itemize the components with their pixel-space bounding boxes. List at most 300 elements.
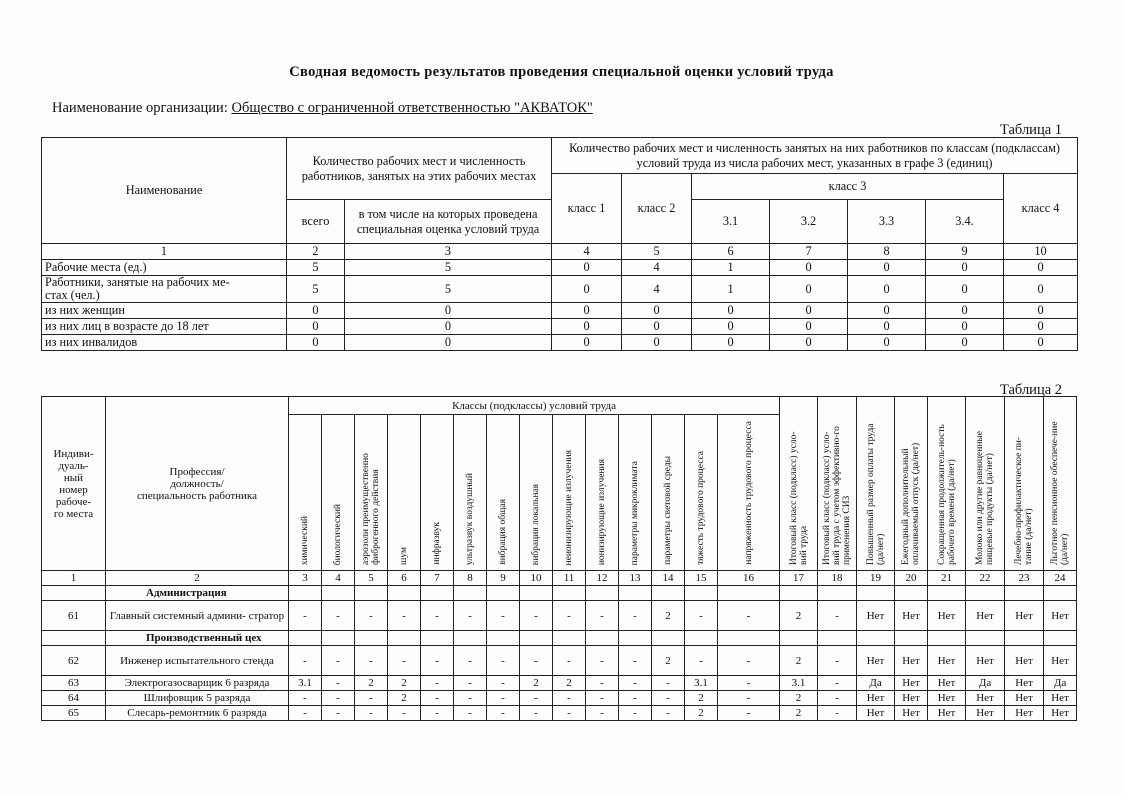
t2-row (42, 601, 1077, 631)
t2-section-blank (818, 586, 857, 601)
t2-col-number: 4 (322, 571, 355, 586)
t1-cell: 4 (622, 276, 692, 303)
t1-cell: 0 (770, 319, 848, 335)
t2-col-number: 20 (895, 571, 928, 586)
t2-section-blank (42, 586, 106, 601)
t1-cell: 0 (848, 303, 926, 319)
t2-head-final-class: Итоговый класс (подкласс) усло-вий труда (788, 431, 809, 565)
t2-cell: - (487, 601, 520, 631)
t2-cell: - (520, 691, 553, 706)
t2-head-extra-17 (780, 397, 818, 571)
t2-workplace-id: 64 (42, 691, 106, 706)
t2-cell: 2 (520, 676, 553, 691)
t2-col-number: 13 (619, 571, 652, 586)
workplace-table (41, 396, 1077, 721)
t2-cell: Да (966, 676, 1005, 691)
t2-cell: 2 (685, 706, 718, 721)
t2-factor-label: параметры микроклимата (630, 460, 640, 565)
t1-cell: 0 (770, 276, 848, 303)
t2-section-blank (289, 586, 322, 601)
t2-col-number: 5 (355, 571, 388, 586)
t2-cell: Нет (1044, 601, 1077, 631)
t2-factor-header (652, 415, 685, 571)
t2-head-extra-20 (895, 397, 928, 571)
t1-cell: 0 (1004, 335, 1078, 351)
t1-cell: 0 (552, 260, 622, 276)
t2-row (42, 691, 1077, 706)
t2-cell: - (520, 646, 553, 676)
t1-col-number: 2 (287, 244, 345, 260)
t1-cell: 5 (287, 276, 345, 303)
t2-factor-header (685, 415, 718, 571)
t1-cell: 0 (552, 303, 622, 319)
t2-cell: - (322, 691, 355, 706)
t2-head-leave: Ежегодный дополнительный оплачиваемый отпуск (да/нет) (901, 442, 922, 565)
t2-cell: Нет (895, 691, 928, 706)
t2-col-number: 23 (1005, 571, 1044, 586)
t2-workplace-id: 65 (42, 706, 106, 721)
t2-cell: Нет (857, 646, 895, 676)
t2-col-number: 15 (685, 571, 718, 586)
t1-col-number: 6 (692, 244, 770, 260)
t2-cell: - (421, 646, 454, 676)
t1-cell: 0 (287, 335, 345, 351)
t1-cell: 0 (345, 335, 552, 351)
t2-profession: Слесарь-ремонтник 6 разряда (106, 706, 289, 721)
t2-cell: - (718, 706, 780, 721)
t1-head-total: всего (287, 200, 345, 244)
t2-cell: - (818, 691, 857, 706)
t2-cell: - (487, 691, 520, 706)
t1-col-number: 4 (552, 244, 622, 260)
t2-section-blank (487, 631, 520, 646)
t1-row-label: из них женщин (42, 303, 287, 319)
t1-cell: 0 (770, 335, 848, 351)
t2-section-blank (652, 586, 685, 601)
t2-cell: - (322, 601, 355, 631)
t2-cell: - (421, 676, 454, 691)
t2-section-blank (421, 631, 454, 646)
t2-factor-label: вибрация общая (498, 499, 508, 565)
t1-cell: 0 (848, 276, 926, 303)
t2-cell: - (322, 646, 355, 676)
t2-head-extra-23 (1005, 397, 1044, 571)
t2-section-blank (780, 586, 818, 601)
t2-cell: - (520, 706, 553, 721)
t1-cell: 0 (926, 319, 1004, 335)
t2-cell: - (454, 676, 487, 691)
t2-workplace-id: 63 (42, 676, 106, 691)
t2-cell: Нет (1005, 601, 1044, 631)
t2-cell: - (322, 706, 355, 721)
t2-cell: - (454, 706, 487, 721)
t2-factor-label: неионизирующие излучения (564, 449, 574, 565)
t1-cell: 0 (848, 260, 926, 276)
t2-col-number: 8 (454, 571, 487, 586)
t1-cell: 1 (692, 276, 770, 303)
t2-factor-header (454, 415, 487, 571)
t1-cell: 0 (926, 303, 1004, 319)
t2-section-blank (388, 631, 421, 646)
t1-cell: 0 (345, 303, 552, 319)
t2-head-extra-18 (818, 397, 857, 571)
t2-cell: Нет (1005, 646, 1044, 676)
t2-factor-label: тяжесть трудового процесса (696, 451, 706, 565)
t1-head-class1: класс 1 (552, 174, 622, 244)
t1-col-number: 7 (770, 244, 848, 260)
t1-row-label: Рабочие места (ед.) (42, 260, 287, 276)
t2-section-blank (454, 631, 487, 646)
t1-row-label: из них инвалидов (42, 335, 287, 351)
t1-cell: 0 (692, 303, 770, 319)
t2-profession: Шлифовщик 5 разряда (106, 691, 289, 706)
t2-row (42, 706, 1077, 721)
t2-col-number: 16 (718, 571, 780, 586)
t2-cell: - (619, 646, 652, 676)
t2-cell: - (586, 646, 619, 676)
t2-col-number: 7 (421, 571, 454, 586)
t2-col-number: 19 (857, 571, 895, 586)
t2-section-blank (928, 631, 966, 646)
t2-cell: - (355, 646, 388, 676)
t2-col-number: 12 (586, 571, 619, 586)
t1-head-class4: класс 4 (1004, 174, 1078, 244)
t2-cell: - (586, 601, 619, 631)
t1-column-numbers (42, 244, 1078, 260)
t2-cell: 3.1 (289, 676, 322, 691)
t2-cell: - (718, 676, 780, 691)
t2-cell: Нет (966, 706, 1005, 721)
t2-cell: - (388, 706, 421, 721)
t2-cell: 2 (355, 676, 388, 691)
t2-section-blank (685, 586, 718, 601)
t2-factor-label: шум (399, 547, 409, 565)
t2-cell: Да (1044, 676, 1077, 691)
t2-section-blank (421, 586, 454, 601)
t1-cell: 5 (345, 260, 552, 276)
t2-factor-header (421, 415, 454, 571)
t2-factor-label: инфразвук (432, 522, 442, 565)
t2-factor-header (388, 415, 421, 571)
t2-head-pay: Повышенный размер оплаты труда (да/нет) (865, 423, 886, 565)
t1-col-number: 9 (926, 244, 1004, 260)
t1-cell: 0 (1004, 276, 1078, 303)
t1-cell: 5 (287, 260, 345, 276)
t2-profession: Главный системный админи- стратор (106, 601, 289, 631)
t1-cell: 0 (622, 319, 692, 335)
t2-cell: 2 (388, 691, 421, 706)
t2-factor-header (718, 415, 780, 571)
t1-cell: 0 (926, 335, 1004, 351)
t2-factor-label: аэрозоли преимущественно фиброгенного действия (361, 453, 381, 565)
t2-head-profession: Профессия/ должность/ специальность работника (106, 397, 289, 571)
t2-section-blank (619, 586, 652, 601)
t2-cell: Нет (966, 691, 1005, 706)
document-title: Сводная ведомость результатов проведения специальной оценки условий труда (289, 64, 834, 80)
t2-cell: - (388, 601, 421, 631)
t2-cell: - (355, 691, 388, 706)
t2-cell: - (718, 691, 780, 706)
t2-col-number: 21 (928, 571, 966, 586)
t2-col-number: 14 (652, 571, 685, 586)
t2-cell: 2 (780, 691, 818, 706)
t1-cell: 0 (1004, 303, 1078, 319)
t2-head-id: Индиви- дуаль- ный номер рабоче- го места (42, 397, 106, 571)
t2-cell: - (454, 691, 487, 706)
t1-cell: 0 (287, 303, 345, 319)
t2-cell: - (619, 676, 652, 691)
t2-cell: Нет (1005, 691, 1044, 706)
t1-cell: 0 (345, 319, 552, 335)
organization-label: Наименование организации: (52, 100, 228, 116)
t2-section-title: Администрация (106, 586, 289, 601)
t1-cell: 0 (848, 319, 926, 335)
table1-caption: Таблица 1 (1000, 122, 1063, 138)
t2-cell: 2 (780, 646, 818, 676)
t1-cell: 0 (552, 276, 622, 303)
t2-head-extra-22 (966, 397, 1005, 571)
t2-cell: - (421, 706, 454, 721)
t2-section-blank (553, 586, 586, 601)
t2-cell: - (487, 706, 520, 721)
t1-head-classes: Количество рабочих мест и численность занятых на них работников по классам (подклассам) условий труда из числа рабочих мест, указанных в графе 3 (единиц) (552, 138, 1078, 174)
t2-col-number: 10 (520, 571, 553, 586)
t2-factor-label: химический (300, 515, 310, 565)
t2-head-extra-19 (857, 397, 895, 571)
t2-section-blank (520, 631, 553, 646)
t1-cell: 0 (926, 276, 1004, 303)
t2-cell: Нет (1005, 706, 1044, 721)
t2-factor-label: биологический (333, 503, 343, 565)
t1-cell: 5 (345, 276, 552, 303)
t2-cell: - (322, 676, 355, 691)
t1-head-class3: класс 3 (692, 174, 1004, 200)
t2-cell: 3.1 (780, 676, 818, 691)
t2-cell: Да (857, 676, 895, 691)
t2-section-blank (966, 631, 1005, 646)
t2-cell: - (586, 691, 619, 706)
t2-factor-label: ультразвук воздушный (465, 472, 475, 565)
t2-cell: Нет (857, 706, 895, 721)
t2-cell: - (421, 691, 454, 706)
t2-head-classes: Классы (подклассы) условий труда (289, 397, 780, 415)
t1-cell: 0 (848, 335, 926, 351)
t2-col-number: 24 (1044, 571, 1077, 586)
t2-cell: - (586, 676, 619, 691)
t2-factor-label: параметры световой среды (663, 456, 673, 565)
t1-cell: 0 (770, 303, 848, 319)
t2-cell: Нет (1044, 646, 1077, 676)
t1-cell: 0 (1004, 319, 1078, 335)
t2-cell: Нет (966, 601, 1005, 631)
t2-cell: - (718, 646, 780, 676)
t2-cell: - (818, 676, 857, 691)
t2-col-number: 3 (289, 571, 322, 586)
t2-factor-header (586, 415, 619, 571)
t1-col-number: 10 (1004, 244, 1078, 260)
organization-name: Общество с ограниченной ответственностью "АКВАТОК" (231, 100, 593, 116)
t2-section-blank (1005, 631, 1044, 646)
t1-cell: 0 (692, 319, 770, 335)
t2-factor-header (355, 415, 388, 571)
t1-row (42, 303, 1078, 319)
t2-head-extra-24 (1044, 397, 1077, 571)
t2-col-number: 1 (42, 571, 106, 586)
t2-cell: - (454, 601, 487, 631)
t2-cell: - (685, 601, 718, 631)
t2-cell: 3.1 (685, 676, 718, 691)
t2-cell: - (289, 601, 322, 631)
t1-head-name: Наименование (42, 138, 287, 244)
t1-row (42, 276, 1078, 303)
t1-row-label: из них лиц в возрасте до 18 лет (42, 319, 287, 335)
t2-cell: - (355, 601, 388, 631)
t2-cell: 2 (388, 676, 421, 691)
t2-cell: - (619, 601, 652, 631)
t2-section-blank (718, 586, 780, 601)
t2-section-blank (895, 631, 928, 646)
t2-cell: - (619, 691, 652, 706)
t1-cell: 0 (622, 303, 692, 319)
t2-head-hours: Сокращенная продолжитель-ность рабочего времени (да/нет) (936, 424, 957, 565)
t2-profession: Инженер испытательного стенда (106, 646, 289, 676)
t1-sub-3-2: 3.2 (770, 200, 848, 244)
t2-cell: - (421, 601, 454, 631)
t2-section-row (42, 631, 1077, 646)
t2-cell: - (553, 601, 586, 631)
t2-cell: Нет (928, 646, 966, 676)
t1-col-number: 5 (622, 244, 692, 260)
t2-cell: Нет (1005, 676, 1044, 691)
t2-workplace-id: 62 (42, 646, 106, 676)
t1-row (42, 319, 1078, 335)
t1-head-sout: в том числе на которых проведена специальная оценка условий труда (345, 200, 552, 244)
t2-col-number: 11 (553, 571, 586, 586)
t2-cell: - (487, 646, 520, 676)
table2-caption: Таблица 2 (1000, 382, 1063, 398)
t1-head-class2: класс 2 (622, 174, 692, 244)
t2-cell: - (652, 691, 685, 706)
t2-section-row (42, 586, 1077, 601)
t2-section-blank (818, 631, 857, 646)
t2-cell: - (619, 706, 652, 721)
t2-section-blank (619, 631, 652, 646)
t1-row (42, 335, 1078, 351)
t1-cell: 0 (552, 319, 622, 335)
t2-cell: 2 (553, 676, 586, 691)
t2-section-blank (780, 631, 818, 646)
t2-cell: - (454, 646, 487, 676)
t2-head-extra-21 (928, 397, 966, 571)
t2-section-blank (322, 631, 355, 646)
t2-cell: Нет (895, 646, 928, 676)
t2-section-blank (685, 631, 718, 646)
t2-cell: Нет (928, 691, 966, 706)
t2-section-blank (388, 586, 421, 601)
t2-cell: Нет (857, 691, 895, 706)
t2-section-blank (586, 631, 619, 646)
t2-cell: - (718, 601, 780, 631)
t1-cell: 0 (552, 335, 622, 351)
organization-line (52, 100, 593, 117)
t2-section-blank (1044, 586, 1077, 601)
t2-section-title: Производственный цех (106, 631, 289, 646)
t1-sub-3-4: 3.4. (926, 200, 1004, 244)
t2-factor-header (289, 415, 322, 571)
t2-workplace-id: 61 (42, 601, 106, 631)
t2-cell: - (652, 676, 685, 691)
t1-cell: 0 (622, 335, 692, 351)
summary-table (41, 137, 1078, 351)
t2-cell: - (289, 706, 322, 721)
t2-cell: - (586, 706, 619, 721)
t2-cell: Нет (857, 601, 895, 631)
t2-section-blank (652, 631, 685, 646)
t2-section-blank (718, 631, 780, 646)
t2-column-numbers (42, 571, 1077, 586)
t2-row (42, 646, 1077, 676)
t2-cell: - (388, 646, 421, 676)
t2-section-blank (1005, 586, 1044, 601)
t2-cell: 2 (780, 601, 818, 631)
t2-cell: - (818, 601, 857, 631)
t2-cell: Нет (895, 706, 928, 721)
t2-head-pension: Льготное пенсионное обеспече-ние (да/нет) (1050, 421, 1071, 565)
t1-col-number: 1 (42, 244, 287, 260)
t2-section-blank (289, 631, 322, 646)
t2-cell: 2 (780, 706, 818, 721)
t2-section-blank (1044, 631, 1077, 646)
t2-factor-label: напряженность трудового процесса (743, 421, 754, 565)
t2-factor-header (619, 415, 652, 571)
t2-factor-header (322, 415, 355, 571)
t2-head-final-class-siz: Итоговый класс (подкласс) усло-вий труда с учетом эффективно-го применения СИЗ (822, 426, 853, 565)
t2-section-blank (322, 586, 355, 601)
t2-factor-header (553, 415, 586, 571)
t2-cell: - (652, 706, 685, 721)
t2-section-blank (895, 586, 928, 601)
t1-sub-3-1: 3.1 (692, 200, 770, 244)
t2-cell: 2 (685, 691, 718, 706)
bleed-through-text (60, 4, 63, 20)
t2-section-blank (520, 586, 553, 601)
t2-profession: Электрогазосварщик 6 разряда (106, 676, 289, 691)
t2-section-blank (586, 586, 619, 601)
t2-section-blank (487, 586, 520, 601)
t2-factor-label: вибрация локальная (531, 483, 541, 565)
t1-col-number: 3 (345, 244, 552, 260)
t2-col-number: 6 (388, 571, 421, 586)
t2-col-number: 17 (780, 571, 818, 586)
t2-section-blank (553, 631, 586, 646)
t2-head-milk: Молоко или другие равноценные пищевые продукты (да/нет) (975, 430, 996, 565)
t2-section-blank (966, 586, 1005, 601)
t2-cell: Нет (895, 676, 928, 691)
t2-cell: - (818, 706, 857, 721)
t2-cell: - (553, 646, 586, 676)
t2-col-number: 2 (106, 571, 289, 586)
t2-section-blank (454, 586, 487, 601)
t1-col-number: 8 (848, 244, 926, 260)
t2-cell: - (685, 646, 718, 676)
t2-col-number: 9 (487, 571, 520, 586)
t2-section-blank (928, 586, 966, 601)
t2-cell: 2 (652, 601, 685, 631)
t2-cell: - (487, 676, 520, 691)
t2-cell: - (289, 691, 322, 706)
t2-head-food: Лечебно-профилактическое пи-тание (да/нет) (1014, 436, 1035, 565)
t1-row (42, 260, 1078, 276)
